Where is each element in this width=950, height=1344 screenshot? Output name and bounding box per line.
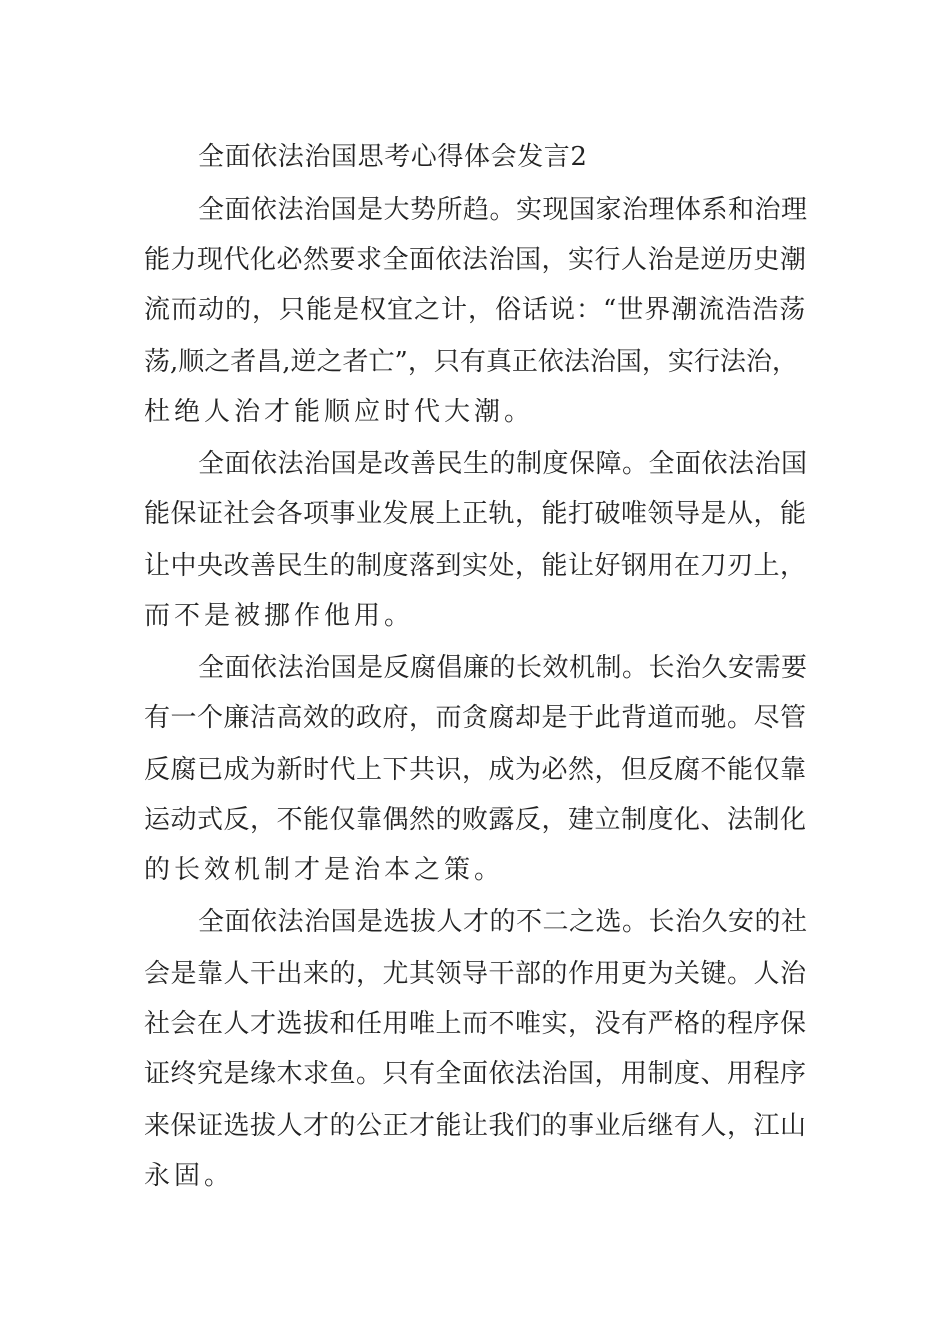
paragraph-line: 能力现代化必然要求全面依法治国，实行人治是逆历史潮	[144, 245, 807, 275]
paragraph-line: 全面依法治国是改善民生的制度保障。全面依法治国	[198, 449, 808, 479]
paragraph-line: 来保证选拔人才的公正才能让我们的事业后继有人，江山	[144, 1111, 807, 1141]
paragraph-line: 有一个廉洁高效的政府，而贪腐却是于此背道而驰。尽管	[144, 703, 807, 733]
paragraph-line: 的长效机制才是治本之策。	[144, 855, 505, 885]
paragraph-line: 让中央改善民生的制度落到实处，能让好钢用在刀刃上，	[144, 551, 807, 581]
paragraph-line: 社会在人才选拔和任用唯上而不唯实，没有严格的程序保	[144, 1009, 807, 1039]
paragraph-line: 证终究是缘木求鱼。只有全面依法治国，用制度、用程序	[144, 1059, 807, 1089]
document-title: 全面依法治国思考心得体会发言2	[198, 142, 588, 172]
paragraph-line: 会是靠人干出来的，尤其领导干部的作用更为关键。人治	[144, 959, 807, 989]
paragraph-line: 而不是被挪作他用。	[144, 601, 415, 631]
paragraph-line: 反腐已成为新时代上下共识，成为必然，但反腐不能仅靠	[144, 755, 807, 785]
paragraph-line: 杜绝人治才能顺应时代大潮。	[144, 397, 535, 427]
paragraph-line: 全面依法治国是选拔人才的不二之选。长治久安的社	[198, 907, 808, 937]
paragraph-line: 运动式反，不能仅靠偶然的败露反，建立制度化、法制化	[144, 805, 807, 835]
paragraph-line: 荡,顺之者昌,逆之者亡”，只有真正依法治国，实行法治，	[144, 347, 798, 377]
paragraph-line: 能保证社会各项事业发展上正轨，能打破唯领导是从，能	[144, 499, 807, 529]
paragraph-line: 永固。	[144, 1161, 235, 1191]
paragraph-line: 全面依法治国是反腐倡廉的长效机制。长治久安需要	[198, 653, 808, 683]
paragraph-line: 全面依法治国是大势所趋。实现国家治理体系和治理	[198, 195, 808, 225]
paragraph-line: 流而动的，只能是权宜之计，俗话说：“世界潮流浩浩荡	[144, 295, 807, 325]
